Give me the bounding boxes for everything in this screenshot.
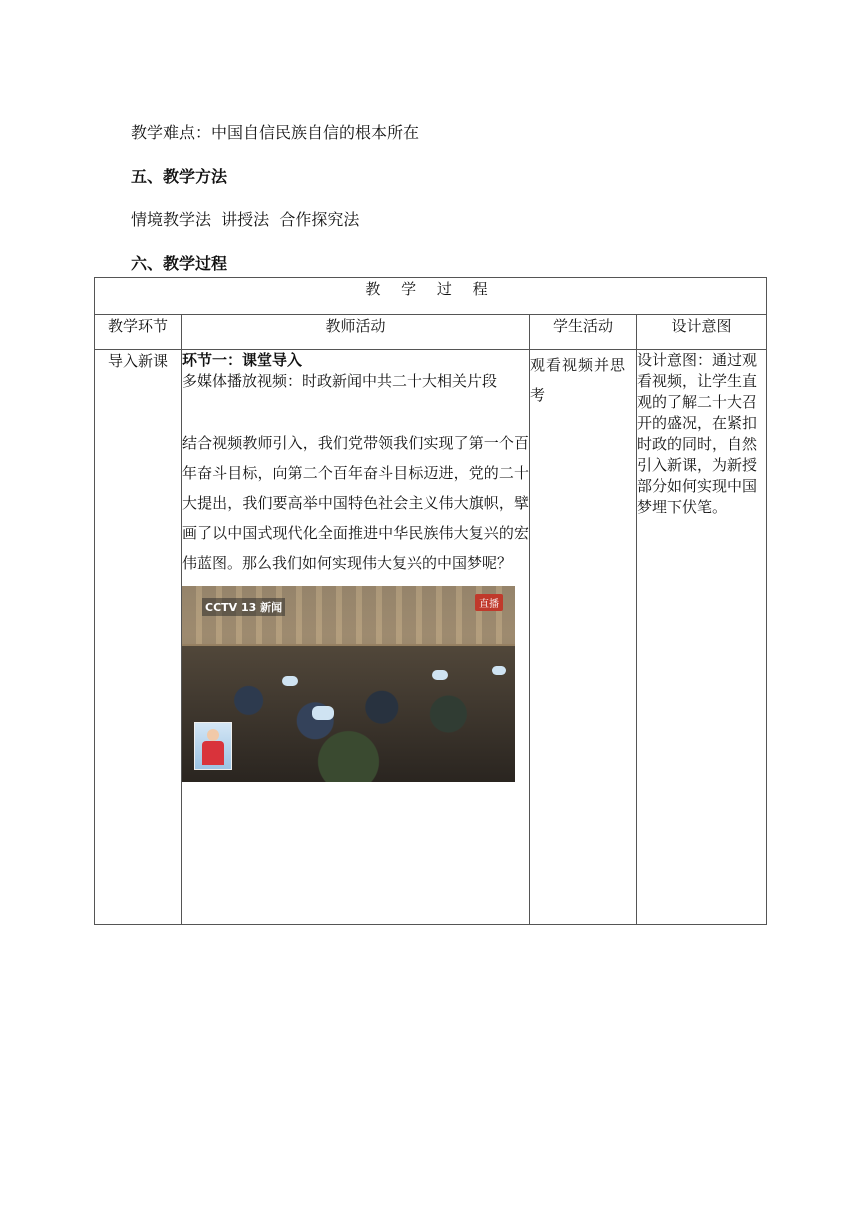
teacher-heading: 环节一：课堂导入 — [182, 351, 303, 369]
face-mask — [492, 666, 506, 675]
face-mask — [312, 706, 334, 720]
face-mask — [282, 676, 298, 686]
header-teacher: 教师活动 — [182, 315, 530, 350]
teacher-paragraph: 结合视频教师引入，我们党带领我们实现了第一个百年奋斗目标，向第二个百年奋斗目标迈进，党的二十大提出，我们要高举中国特色社会主义伟大旗帜，擘画了以中国式现代化全面推进中华民族伟大复兴的宏伟蓝图。那么我们如何实现伟大复兴的中国梦呢？ — [182, 434, 529, 572]
face-mask — [432, 670, 448, 680]
cell-design: 设计意图：通过观看视频，让学生直观的了解二十大召开的盛况，在紧扣时政的同时，自然引入新课，为新授部分如何实现中国梦埋下伏笔。 — [637, 350, 767, 925]
cctv-logo: CCTV 13 新闻 — [202, 598, 285, 616]
cell-student: 观看视频并思考 — [530, 350, 637, 925]
cell-teacher — [182, 350, 530, 925]
header-student: 学生活动 — [530, 315, 637, 350]
teaching-methods: 情境教学法 讲授法 合作探究法 — [131, 210, 360, 229]
header-design: 设计意图 — [637, 315, 767, 350]
header-stage: 教学环节 — [95, 315, 182, 350]
teacher-subtitle: 多媒体播放视频：时政新闻中共二十大相关片段 — [182, 372, 498, 390]
teaching-difficulty: 教学难点：中国自信民族自信的根本所在 — [131, 123, 420, 142]
video-screenshot — [182, 586, 515, 782]
section-title-process: 六、教学过程 — [131, 254, 228, 273]
live-badge: 直播 — [475, 594, 503, 611]
table-title: 教 学 过 程 — [95, 278, 767, 315]
section-title-methods: 五、教学方法 — [131, 167, 228, 186]
sign-language-inset — [194, 722, 232, 770]
process-table — [94, 277, 767, 925]
cell-stage: 导入新课 — [95, 350, 182, 925]
